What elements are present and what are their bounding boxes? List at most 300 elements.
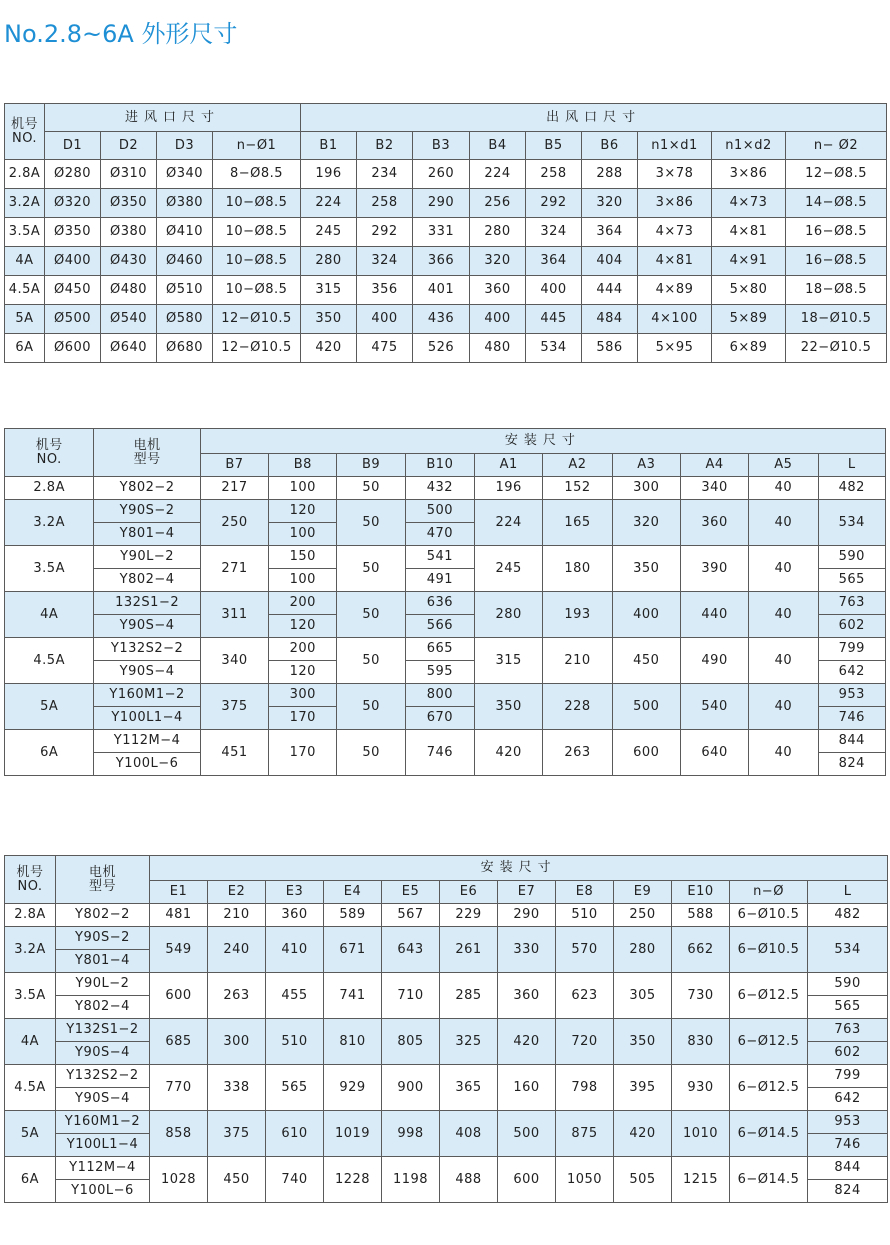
row-no: 2.8A xyxy=(5,477,94,500)
table-cell: 324 xyxy=(357,247,413,276)
table-cell: Ø510 xyxy=(157,276,213,305)
column-header: B2 xyxy=(357,132,413,160)
table-cell: 100 xyxy=(269,477,337,500)
table-cell: 1198 xyxy=(382,1157,440,1203)
table-cell: 602 xyxy=(808,1042,888,1065)
table-cell: 292 xyxy=(526,189,582,218)
table-cell: Ø380 xyxy=(101,218,157,247)
table-cell: 567 xyxy=(382,904,440,927)
table-cell: 229 xyxy=(440,904,498,927)
table-cell: 40 xyxy=(749,546,818,592)
motor-model: 132S1−2 xyxy=(94,592,200,615)
table-cell: 534 xyxy=(808,927,888,973)
table-cell: 642 xyxy=(808,1088,888,1111)
column-header: B5 xyxy=(526,132,582,160)
table-cell: 420 xyxy=(498,1019,556,1065)
table-cell: Ø340 xyxy=(157,160,213,189)
row-no: 3.2A xyxy=(5,189,45,218)
column-header: E9 xyxy=(614,881,672,904)
header-motor xyxy=(56,856,150,904)
table-cell: 12−Ø10.5 xyxy=(213,305,301,334)
table-cell: 271 xyxy=(200,546,268,592)
table-cell: 770 xyxy=(150,1065,208,1111)
table-cell: 196 xyxy=(301,160,357,189)
table-cell: 400 xyxy=(612,592,680,638)
table-cell: 100 xyxy=(269,523,337,546)
table-cell: 436 xyxy=(413,305,470,334)
table-cell: 245 xyxy=(301,218,357,247)
table-cell: 200 xyxy=(269,638,337,661)
table-cell: 180 xyxy=(543,546,612,592)
table-cell: 480 xyxy=(470,334,526,363)
column-header: A2 xyxy=(543,454,612,477)
motor-model: Y801−4 xyxy=(94,523,200,546)
table-cell: 830 xyxy=(672,1019,730,1065)
table-cell: 360 xyxy=(470,276,526,305)
table-cell: 395 xyxy=(614,1065,672,1111)
table-cell: Ø350 xyxy=(45,218,101,247)
table-cell: 450 xyxy=(612,638,680,684)
column-header: n− Ø2 xyxy=(786,132,887,160)
motor-model: Y132S2−2 xyxy=(94,638,200,661)
table-cell: 610 xyxy=(266,1111,324,1157)
table-cell: 280 xyxy=(470,218,526,247)
table-cell: 500 xyxy=(405,500,474,523)
table-cell: 120 xyxy=(269,615,337,638)
table-cell: 18−Ø10.5 xyxy=(786,305,887,334)
header-install: 安装尺寸 xyxy=(150,856,888,881)
table-cell: 590 xyxy=(818,546,885,569)
table-cell: 315 xyxy=(475,638,543,684)
column-header: E8 xyxy=(556,881,614,904)
table-cell: 170 xyxy=(269,707,337,730)
header-outlet: 出风口尺寸 xyxy=(301,104,887,132)
row-no: 3.5A xyxy=(5,218,45,247)
row-no: 3.5A xyxy=(5,973,56,1019)
column-header: A1 xyxy=(475,454,543,477)
table-cell: Ø460 xyxy=(157,247,213,276)
outline-dimensions-table xyxy=(4,103,887,363)
table-cell: 4×73 xyxy=(712,189,786,218)
table-cell: 929 xyxy=(324,1065,382,1111)
table-cell: 120 xyxy=(269,661,337,684)
table-cell: 6×89 xyxy=(712,334,786,363)
table-cell: 440 xyxy=(680,592,748,638)
row-no: 2.8A xyxy=(5,904,56,927)
table-cell: 300 xyxy=(269,684,337,707)
install-dimensions-table-e xyxy=(4,855,888,1203)
motor-model: Y90S−2 xyxy=(94,500,200,523)
table-cell: 360 xyxy=(498,973,556,1019)
table-cell: 340 xyxy=(680,477,748,500)
header-no xyxy=(5,429,94,477)
table-cell: 305 xyxy=(614,973,672,1019)
table-cell: 455 xyxy=(266,973,324,1019)
table-cell: 636 xyxy=(405,592,474,615)
table-cell: 998 xyxy=(382,1111,440,1157)
table-cell: 280 xyxy=(614,927,672,973)
table-cell: 285 xyxy=(440,973,498,1019)
column-header: n1×d2 xyxy=(712,132,786,160)
table-cell: 256 xyxy=(470,189,526,218)
table-cell: 210 xyxy=(543,638,612,684)
table-cell: 375 xyxy=(200,684,268,730)
table-cell: 160 xyxy=(498,1065,556,1111)
table-cell: 401 xyxy=(413,276,470,305)
table-cell: 404 xyxy=(582,247,638,276)
table-cell: 662 xyxy=(672,927,730,973)
motor-model: Y802−2 xyxy=(94,477,200,500)
table-cell: 50 xyxy=(337,684,405,730)
table-cell: 360 xyxy=(266,904,324,927)
table-cell: 6−Ø12.5 xyxy=(730,1065,808,1111)
table-cell: 858 xyxy=(150,1111,208,1157)
table-cell: Ø380 xyxy=(157,189,213,218)
table-cell: 16−Ø8.5 xyxy=(786,218,887,247)
table-cell: 12−Ø8.5 xyxy=(786,160,887,189)
table-cell: 210 xyxy=(208,904,266,927)
column-header: D2 xyxy=(101,132,157,160)
table-cell: 595 xyxy=(405,661,474,684)
table-cell: 300 xyxy=(208,1019,266,1065)
motor-model: Y90S−4 xyxy=(56,1088,150,1111)
motor-model: Y802−4 xyxy=(56,996,150,1019)
table-cell: 258 xyxy=(526,160,582,189)
table-cell: 100 xyxy=(269,569,337,592)
row-no: 5A xyxy=(5,684,94,730)
table-cell: 746 xyxy=(405,730,474,776)
table-cell: 196 xyxy=(475,477,543,500)
table-cell: 12−Ø10.5 xyxy=(213,334,301,363)
table-cell: 50 xyxy=(337,546,405,592)
table-cell: Ø640 xyxy=(101,334,157,363)
table-cell: 14−Ø8.5 xyxy=(786,189,887,218)
row-no: 4.5A xyxy=(5,638,94,684)
motor-model: Y132S2−2 xyxy=(56,1065,150,1088)
row-no: 3.5A xyxy=(5,546,94,592)
table-cell: 245 xyxy=(475,546,543,592)
motor-model: Y132S1−2 xyxy=(56,1019,150,1042)
header-no xyxy=(5,104,45,160)
row-no: 6A xyxy=(5,1157,56,1203)
table-cell: 540 xyxy=(680,684,748,730)
table-cell: 366 xyxy=(413,247,470,276)
table-cell: 740 xyxy=(266,1157,324,1203)
column-header: n−Ø xyxy=(730,881,808,904)
table-cell: 4×81 xyxy=(638,247,712,276)
table-cell: 810 xyxy=(324,1019,382,1065)
table-cell: 600 xyxy=(150,973,208,1019)
table-cell: 320 xyxy=(470,247,526,276)
table-cell: 481 xyxy=(150,904,208,927)
column-header: E4 xyxy=(324,881,382,904)
table-cell: Ø400 xyxy=(45,247,101,276)
row-no: 3.2A xyxy=(5,500,94,546)
motor-model: Y100L−6 xyxy=(94,753,200,776)
table-cell: 589 xyxy=(324,904,382,927)
column-header: L xyxy=(808,881,888,904)
table-cell: 490 xyxy=(680,638,748,684)
table-cell: 320 xyxy=(612,500,680,546)
table-cell: 3×86 xyxy=(638,189,712,218)
table-cell: 320 xyxy=(582,189,638,218)
table-cell: 311 xyxy=(200,592,268,638)
row-no: 4A xyxy=(5,247,45,276)
table-cell: 526 xyxy=(413,334,470,363)
table-cell: 350 xyxy=(475,684,543,730)
table-cell: 408 xyxy=(440,1111,498,1157)
table-cell: 470 xyxy=(405,523,474,546)
motor-model: Y90S−4 xyxy=(94,661,200,684)
table-cell: 260 xyxy=(413,160,470,189)
table-cell: 10−Ø8.5 xyxy=(213,189,301,218)
table-cell: 50 xyxy=(337,477,405,500)
row-no: 4A xyxy=(5,592,94,638)
table-cell: 375 xyxy=(208,1111,266,1157)
table-cell: 315 xyxy=(301,276,357,305)
motor-model: Y100L1−4 xyxy=(56,1134,150,1157)
table-cell: 505 xyxy=(614,1157,672,1203)
table-cell: 586 xyxy=(582,334,638,363)
table-cell: 290 xyxy=(498,904,556,927)
table-cell: 340 xyxy=(200,638,268,684)
table-cell: 40 xyxy=(749,477,818,500)
table-cell: 953 xyxy=(818,684,885,707)
table-cell: 263 xyxy=(208,973,266,1019)
table-cell: 444 xyxy=(582,276,638,305)
header-motor xyxy=(94,429,200,477)
table-cell: 875 xyxy=(556,1111,614,1157)
table-cell: Ø310 xyxy=(101,160,157,189)
table-cell: 40 xyxy=(749,638,818,684)
table-cell: 1019 xyxy=(324,1111,382,1157)
table-cell: 10−Ø8.5 xyxy=(213,247,301,276)
column-header: n1×d1 xyxy=(638,132,712,160)
table-cell: 900 xyxy=(382,1065,440,1111)
page-title: No.2.8~6A 外形尺寸 xyxy=(4,20,238,48)
table-cell: 798 xyxy=(556,1065,614,1111)
motor-model: Y802−2 xyxy=(56,904,150,927)
column-header: B3 xyxy=(413,132,470,160)
table-cell: 10−Ø8.5 xyxy=(213,276,301,305)
table-cell: 10−Ø8.5 xyxy=(213,218,301,247)
table-cell: 475 xyxy=(357,334,413,363)
column-header: B4 xyxy=(470,132,526,160)
table-cell: 364 xyxy=(582,218,638,247)
table-cell: 565 xyxy=(808,996,888,1019)
column-header: D1 xyxy=(45,132,101,160)
table-cell: Ø580 xyxy=(157,305,213,334)
table-cell: 263 xyxy=(543,730,612,776)
table-cell: Ø680 xyxy=(157,334,213,363)
header-line: 型号 xyxy=(133,451,161,467)
table-cell: 482 xyxy=(818,477,885,500)
table-cell: 170 xyxy=(269,730,337,776)
table-cell: 640 xyxy=(680,730,748,776)
table-cell: 510 xyxy=(556,904,614,927)
table-cell: 50 xyxy=(337,638,405,684)
table-cell: 217 xyxy=(200,477,268,500)
column-header: B9 xyxy=(337,454,405,477)
table-cell: 3×86 xyxy=(712,160,786,189)
table-cell: Ø410 xyxy=(157,218,213,247)
header-line: 电机 xyxy=(133,437,161,453)
column-header: B1 xyxy=(301,132,357,160)
header-no xyxy=(5,856,56,904)
table-cell: 6−Ø14.5 xyxy=(730,1157,808,1203)
table-cell: 720 xyxy=(556,1019,614,1065)
table-cell: 824 xyxy=(818,753,885,776)
table-cell: 746 xyxy=(808,1134,888,1157)
table-cell: 120 xyxy=(269,500,337,523)
motor-model: Y801−4 xyxy=(56,950,150,973)
table-cell: 685 xyxy=(150,1019,208,1065)
row-no: 5A xyxy=(5,305,45,334)
motor-model: Y90S−4 xyxy=(56,1042,150,1065)
table-cell: 331 xyxy=(413,218,470,247)
row-no: 4A xyxy=(5,1019,56,1065)
table-cell: 602 xyxy=(818,615,885,638)
table-cell: 549 xyxy=(150,927,208,973)
table-cell: 400 xyxy=(357,305,413,334)
column-header: E6 xyxy=(440,881,498,904)
table-cell: 40 xyxy=(749,684,818,730)
table-cell: 1028 xyxy=(150,1157,208,1203)
row-no: 3.2A xyxy=(5,927,56,973)
table-cell: 570 xyxy=(556,927,614,973)
table-cell: 482 xyxy=(808,904,888,927)
column-header: E2 xyxy=(208,881,266,904)
table-cell: 566 xyxy=(405,615,474,638)
table-cell: 390 xyxy=(680,546,748,592)
column-header: B7 xyxy=(200,454,268,477)
table-cell: 50 xyxy=(337,730,405,776)
column-header: B10 xyxy=(405,454,474,477)
table-cell: 40 xyxy=(749,500,818,546)
table-cell: 50 xyxy=(337,592,405,638)
column-header: A4 xyxy=(680,454,748,477)
table-cell: 565 xyxy=(266,1065,324,1111)
row-no: 5A xyxy=(5,1111,56,1157)
table-cell: Ø450 xyxy=(45,276,101,305)
column-header: E3 xyxy=(266,881,324,904)
column-header: L xyxy=(818,454,885,477)
table-cell: 200 xyxy=(269,592,337,615)
table-cell: 1050 xyxy=(556,1157,614,1203)
table-cell: 16−Ø8.5 xyxy=(786,247,887,276)
motor-model: Y100L−6 xyxy=(56,1180,150,1203)
table-cell: 1228 xyxy=(324,1157,382,1203)
table-cell: 420 xyxy=(301,334,357,363)
table-cell: 290 xyxy=(413,189,470,218)
table-cell: 763 xyxy=(808,1019,888,1042)
motor-model: Y160M1−2 xyxy=(94,684,200,707)
table-cell: 4×73 xyxy=(638,218,712,247)
table-cell: 152 xyxy=(543,477,612,500)
table-cell: 22−Ø10.5 xyxy=(786,334,887,363)
table-cell: 500 xyxy=(498,1111,556,1157)
table-cell: 4×91 xyxy=(712,247,786,276)
table-cell: 250 xyxy=(200,500,268,546)
table-cell: 40 xyxy=(749,730,818,776)
table-cell: 258 xyxy=(357,189,413,218)
table-cell: 510 xyxy=(266,1019,324,1065)
row-no: 4.5A xyxy=(5,1065,56,1111)
header-line: NO. xyxy=(11,130,38,146)
table-cell: 623 xyxy=(556,973,614,1019)
table-cell: 1010 xyxy=(672,1111,730,1157)
motor-model: Y112M−4 xyxy=(94,730,200,753)
table-cell: 325 xyxy=(440,1019,498,1065)
table-cell: 488 xyxy=(440,1157,498,1203)
column-header: E7 xyxy=(498,881,556,904)
motor-model: Y90L−2 xyxy=(56,973,150,996)
table-cell: 600 xyxy=(612,730,680,776)
row-no: 6A xyxy=(5,730,94,776)
table-cell: 6−Ø14.5 xyxy=(730,1111,808,1157)
table-cell: 746 xyxy=(818,707,885,730)
table-cell: 224 xyxy=(470,160,526,189)
table-cell: 224 xyxy=(301,189,357,218)
table-cell: 451 xyxy=(200,730,268,776)
table-cell: 4×89 xyxy=(638,276,712,305)
column-header: E1 xyxy=(150,881,208,904)
header-line: 电机 xyxy=(88,864,116,880)
table-cell: 534 xyxy=(818,500,885,546)
table-cell: 165 xyxy=(543,500,612,546)
row-no: 4.5A xyxy=(5,276,45,305)
motor-model: Y112M−4 xyxy=(56,1157,150,1180)
table-cell: 671 xyxy=(324,927,382,973)
header-line: NO. xyxy=(17,878,43,894)
table-cell: 234 xyxy=(357,160,413,189)
table-cell: 280 xyxy=(475,592,543,638)
table-cell: 500 xyxy=(612,684,680,730)
table-cell: 6−Ø12.5 xyxy=(730,973,808,1019)
table-cell: 365 xyxy=(440,1065,498,1111)
table-cell: Ø430 xyxy=(101,247,157,276)
table-cell: 280 xyxy=(301,247,357,276)
table-cell: 193 xyxy=(543,592,612,638)
table-cell: Ø540 xyxy=(101,305,157,334)
header-line: 机号 xyxy=(16,864,44,880)
header-line: 机号 xyxy=(10,116,38,132)
column-header: D3 xyxy=(157,132,213,160)
header-line: 型号 xyxy=(88,878,116,894)
column-header: A3 xyxy=(612,454,680,477)
header-line: NO. xyxy=(36,451,62,467)
table-cell: 565 xyxy=(818,569,885,592)
row-no: 2.8A xyxy=(5,160,45,189)
table-cell: 240 xyxy=(208,927,266,973)
table-cell: 670 xyxy=(405,707,474,730)
table-cell: 763 xyxy=(818,592,885,615)
table-cell: 741 xyxy=(324,973,382,1019)
table-cell: 5×95 xyxy=(638,334,712,363)
table-cell: 350 xyxy=(301,305,357,334)
column-header: E5 xyxy=(382,881,440,904)
table-cell: 730 xyxy=(672,973,730,1019)
table-cell: 600 xyxy=(498,1157,556,1203)
table-cell: 642 xyxy=(818,661,885,684)
motor-model: Y802−4 xyxy=(94,569,200,592)
table-cell: 324 xyxy=(526,218,582,247)
table-cell: 50 xyxy=(337,500,405,546)
table-cell: 484 xyxy=(582,305,638,334)
motor-model: Y90S−2 xyxy=(56,927,150,950)
motor-model: Y160M1−2 xyxy=(56,1111,150,1134)
install-dimensions-table-b xyxy=(4,428,886,776)
